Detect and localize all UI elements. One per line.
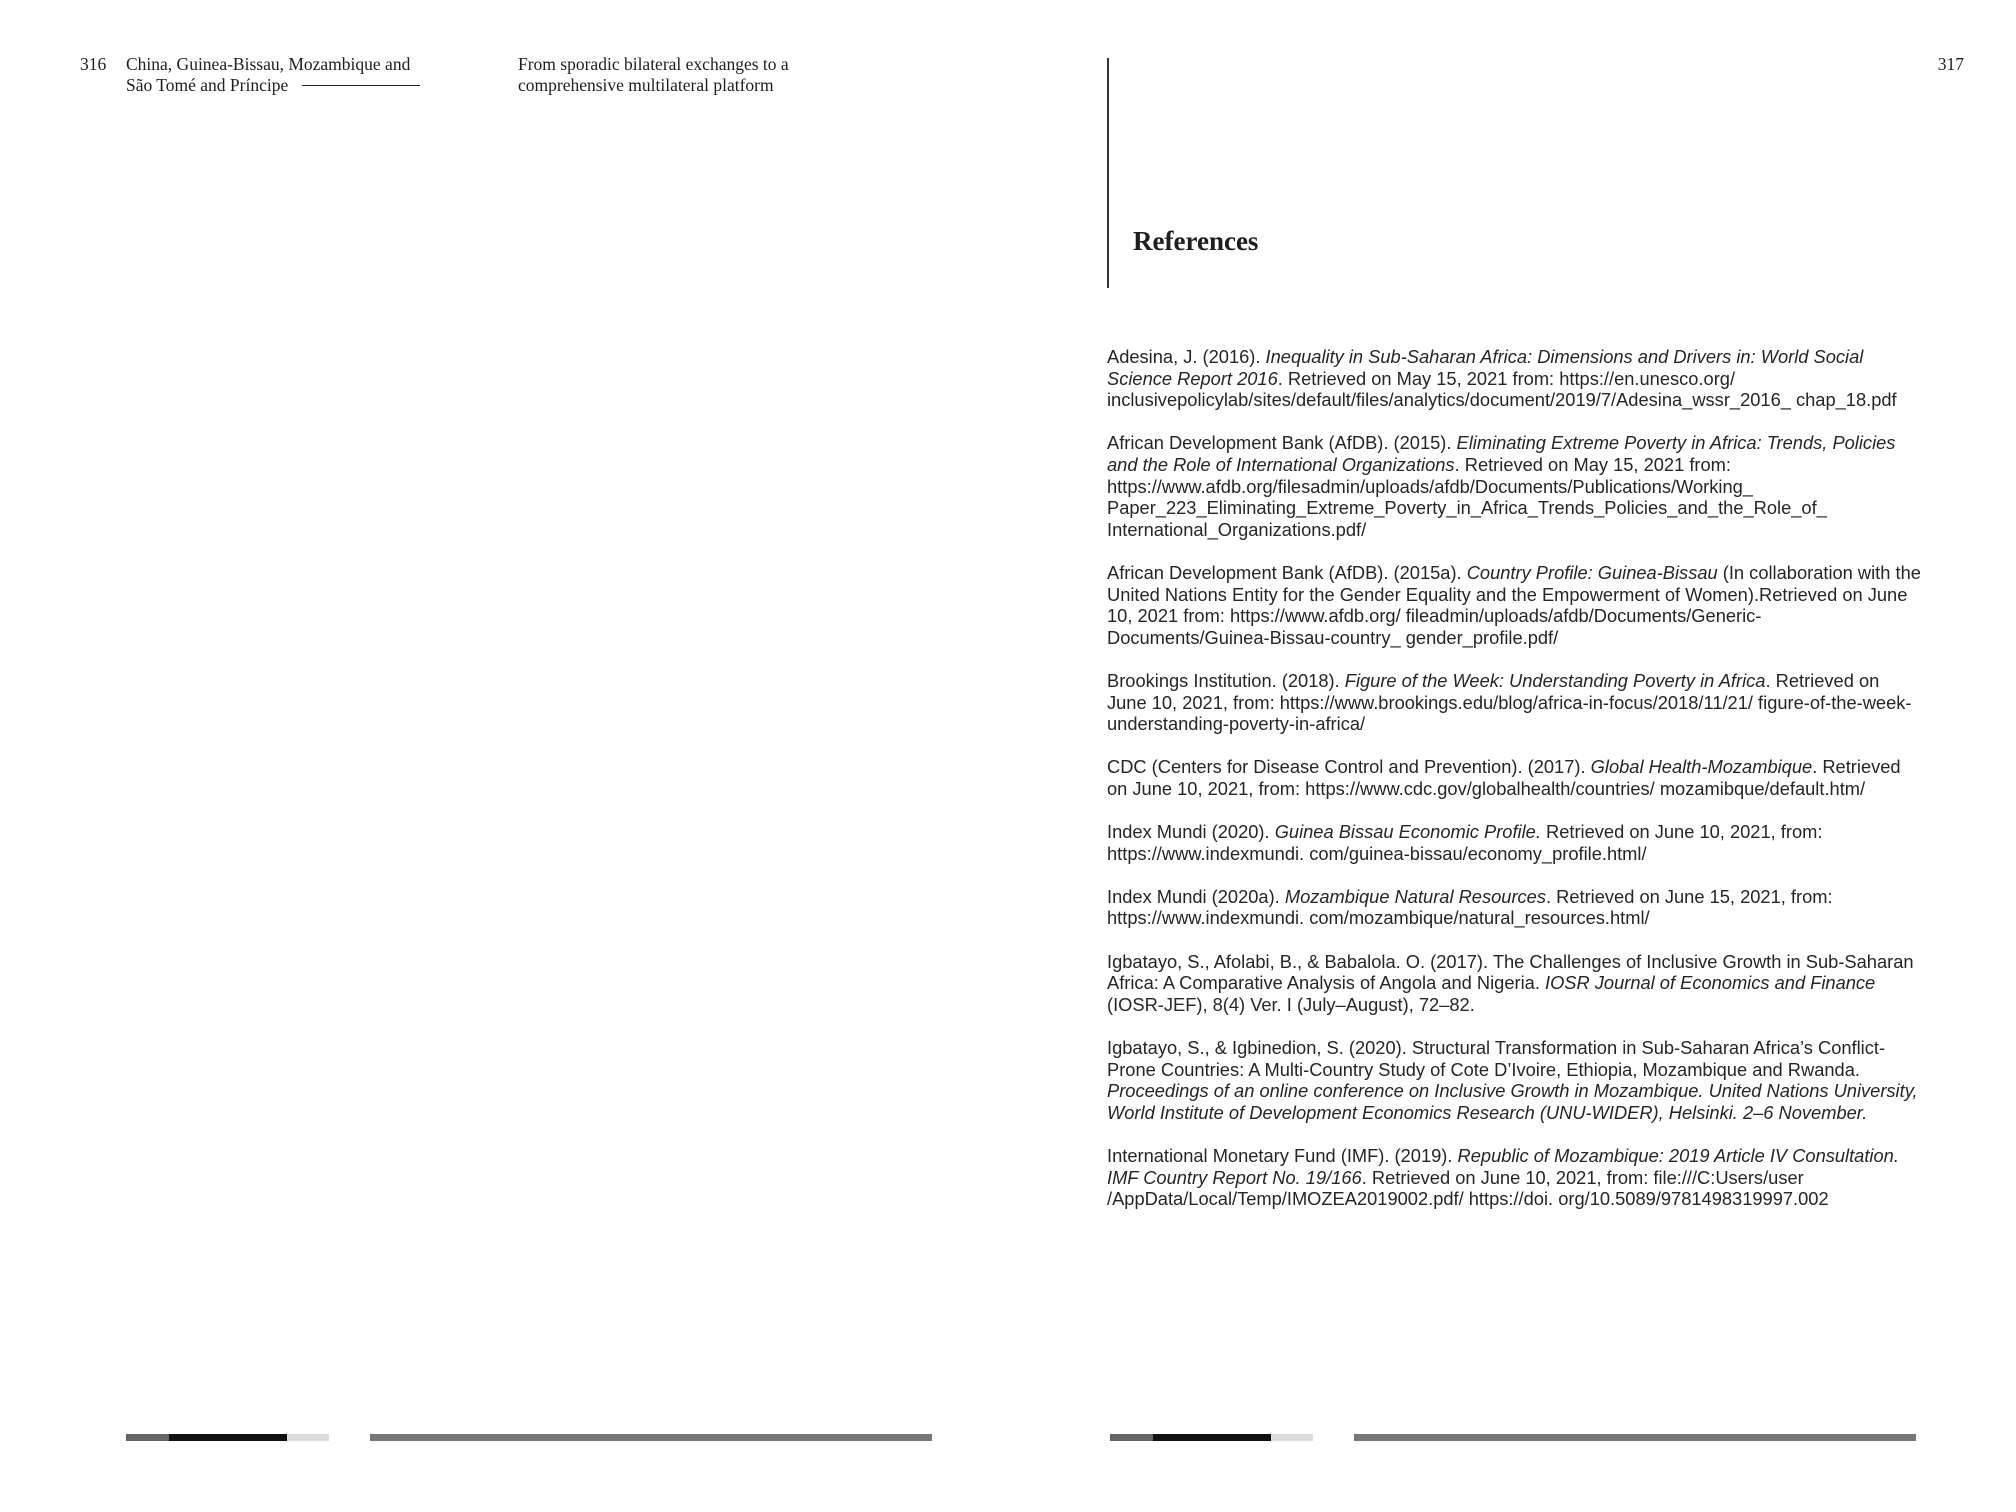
reference-entry: Index Mundi (2020a). Mozambique Natural Resources. Retrieved on June 15, 2021, from: https://www.indexmundi. com/mozambique/natural_resources.html/ — [1107, 885, 1833, 929]
reference-entry: African Development Bank (AfDB). (2015a). Country Profile: Guinea-Bissau (In collaboration with the United Nations Entity for the Gender Equality and the Empowerment of Women).Retrieved on June 10, 2021 from: https://www.afdb.org/ fileadmin/uploads/afdb/Documents/Generic-Documents/Guinea-Bissau-country_ gender_profile.pdf/ — [1107, 561, 1921, 648]
left-page-number: 316 — [80, 54, 107, 74]
footer-bar-segment — [126, 1434, 169, 1441]
reference-entry: International Monetary Fund (IMF). (2019). Republic of Mozambique: 2019 Article IV Consultation. IMF Country Report No. 19/166. Retrieved on June 10, 2021, from: file:///C:Users/user /AppData/Local/Temp/IMOZEA2019002.pdf/ https://doi. org/10.5089/9781498319997.002 — [1107, 1144, 1899, 1210]
reference-entry: Igbatayo, S., Afolabi, B., & Babalola. O. (2017). The Challenges of Inclusive Growth in Sub-Saharan Africa: A Comparative Analysis of Angola and Nigeria. IOSR Journal of Economics and Finance (IOSR-JEF), 8(4) Ver. I (July–August), 72–82. — [1107, 950, 1914, 1015]
right-page-number: 317 — [1937, 54, 1964, 74]
reference-entry: CDC (Centers for Disease Control and Prevention). (2017). Global Health-Mozambique. Retrieved on June 10, 2021, from: https://www.cdc.gov/globalhealth/countries/ mozamibque/default.htm/ — [1107, 756, 1901, 799]
footer-bar-long — [370, 1434, 932, 1441]
footer-bar-segment — [1153, 1434, 1271, 1441]
left-header-line2: São Tomé and Príncipe — [126, 75, 289, 95]
left-running-header — [126, 54, 456, 96]
chapter-running-header — [518, 54, 858, 96]
footer-bar-segment — [169, 1434, 287, 1441]
margin-vertical-rule — [1107, 58, 1109, 288]
reference-list — [1107, 346, 1923, 1231]
chapter-header-line2: comprehensive multilateral platform — [518, 75, 774, 95]
reference-entry: Index Mundi (2020). Guinea Bissau Economic Profile. Retrieved on June 10, 2021, from: https://www.indexmundi. com/guinea-bissau/economy_profile.html/ — [1107, 821, 1823, 864]
reference-entry: Adesina, J. (2016). Inequality in Sub-Saharan Africa: Dimensions and Drivers in: World Social Science Report 2016. Retrieved on May 15, 2021 from: https://en.unesco.org/ inclusivepolicylab/sites/default/files/analytics/document/2019/7/Adesina_wssr_2016_ chap_18.pdf — [1107, 346, 1897, 411]
reference-entry: Igbatayo, S., & Igbinedion, S. (2020). Structural Transformation in Sub-Saharan Africa’s Conflict-Prone Countries: A Multi-Country Study of Cote D’Ivoire, Ethiopia, Mozambique and Rwanda. Proceedings of an online conference on Inclusive Growth in Mozambique. United Nations University, World Institute of Development Economics Research (UNU-WIDER), Helsinki. 2–6 November. — [1107, 1037, 1918, 1123]
left-header-line1: China, Guinea-Bissau, Mozambique and — [126, 54, 411, 74]
chapter-header-line1: From sporadic bilateral exchanges to a — [518, 54, 789, 74]
references-heading: References — [1133, 226, 1259, 256]
header-rule — [302, 85, 420, 86]
footer-bar-long — [1354, 1434, 1916, 1441]
footer-bar-segment — [287, 1434, 329, 1441]
reference-entry: African Development Bank (AfDB). (2015). Eliminating Extreme Poverty in Africa: Trends, Policies and the Role of International Organizations. Retrieved on May 15, 2021 from: https://www.afdb.org/filesadmin/uploads/afdb/Documents/Publications/Working_ Paper_223_Eliminating_Extreme_Poverty_in_Africa_Trends_Policies_and_the_Role_of_ International_Organizations.pdf/ — [1107, 432, 1896, 540]
footer-bar-segment — [1271, 1434, 1313, 1441]
reference-entry: Brookings Institution. (2018). Figure of the Week: Understanding Poverty in Africa. Retrieved on June 10, 2021, from: https://www.brookings.edu/blog/africa-in-focus/2018/11/21/ figure-of-the-week-understanding-poverty-in-africa/ — [1107, 669, 1912, 735]
footer-bar-segment — [1110, 1434, 1153, 1441]
